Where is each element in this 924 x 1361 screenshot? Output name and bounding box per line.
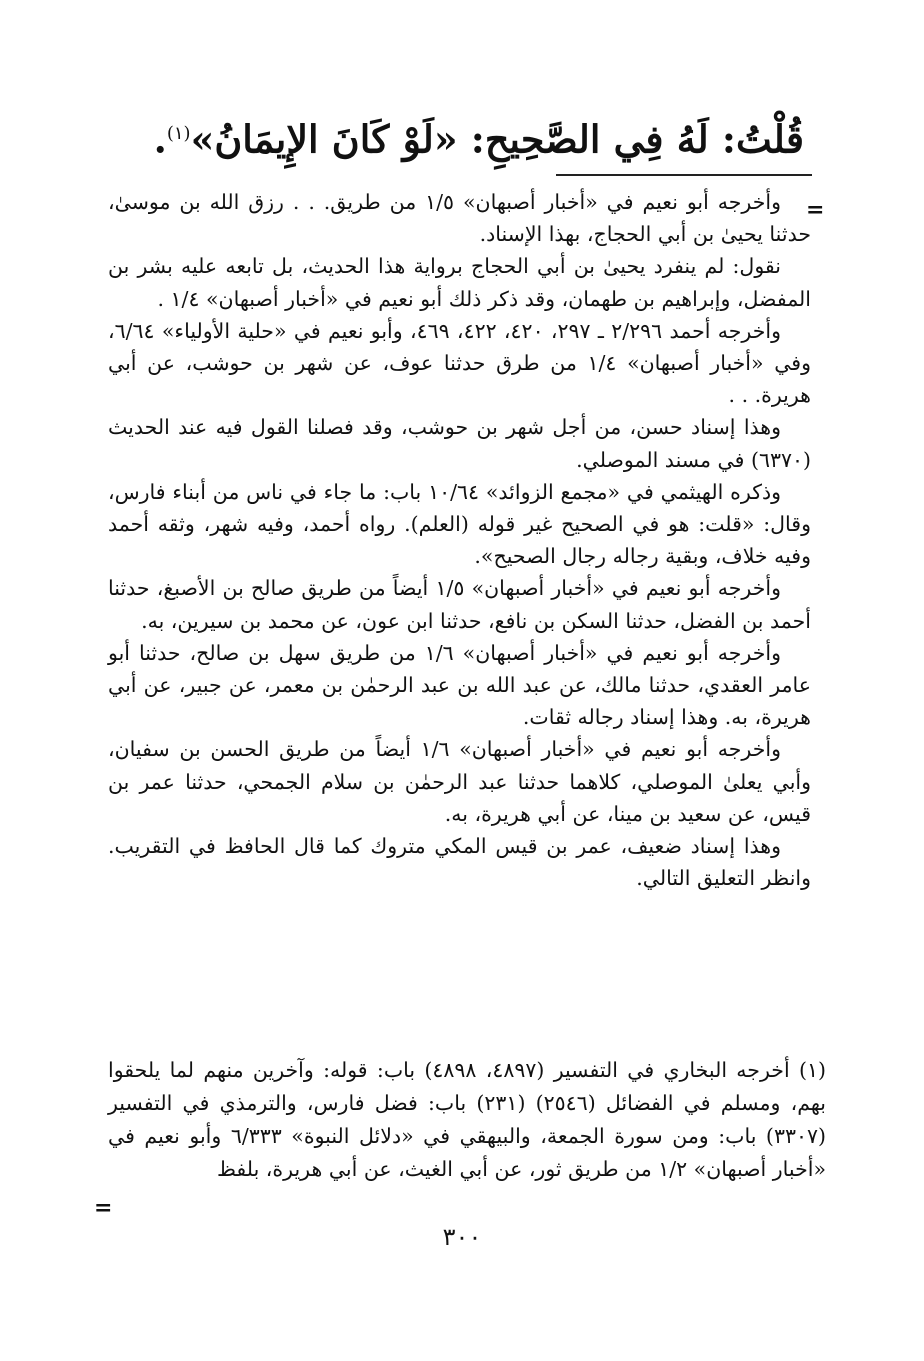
footnote-number: (١)	[798, 1058, 826, 1082]
paragraph: وأخرجه أبو نعيم في «أخبار أصبهان» ١/٥ أيضاً من طريق صالح بن الأصبغ، حدثنا أحمد بن الفضل، حدثنا السكن بن نافع، حدثنا ابن عون، عن محمد بن سيرين، به.	[108, 576, 811, 633]
paragraph: وأخرجه أحمد ٢/٢٩٦ ـ ٢٩٧، ٤٢٠، ٤٢٢، ٤٦٩، وأبو نعيم في «حلية الأولياء» ٦/٦٤، وفي «أخبار أصبهان» ١/٤ من طرق حدثنا عوف، عن شهر بن حوشب، عن أبي هريرة. . .	[108, 318, 811, 408]
paragraph: وأخرجه أبو نعيم في «أخبار أصبهان» ١/٦ أيضاً من طريق الحسن بن سفيان، وأبي يعلىٰ الموصلي، كلاهما حدثنا عبد الرحمٰن بن سلام الجمحي، حدثنا عمر بن قيس، عن سعيد بن مينا، عن أبي هريرة، به.	[108, 737, 811, 826]
paragraph: نقول: لم ينفرد يحيىٰ بن أبي الحجاج برواية هذا الحديث، بل تابعه عليه بشر بن المفضل، وإبراهيم بن طهمان، وقد ذكر ذلك أبو نعيم في «أخبار أصبهان» ١/٤ .	[108, 254, 811, 311]
heading-text: قُلْتُ: لَهُ فِي الصَّحِيحِ: «لَوْ كَانَ الإِيمَانُ»	[190, 116, 804, 162]
paragraph: وهذا إسناد حسن، من أجل شهر بن حوشب، وقد فصلنا القول فيه عند الحديث (٦٣٧٠) في مسند الموصلي.	[108, 415, 811, 472]
footnote-divider	[556, 174, 812, 176]
continuation-mark-bottom: =	[94, 1195, 113, 1221]
paragraph: وذكره الهيثمي في «مجمع الزوائد» ١٠/٦٤ باب: ما جاء في ناس من أبناء فارس، وقال: «قلت: هو في الصحيح غير قوله (العلم). رواه أحمد، وفيه شهر، وثقه أحمد وفيه خلاف، وبقية رجاله رجال الصحيح».	[108, 479, 811, 569]
commentary-body	[108, 186, 811, 894]
footnote	[108, 1054, 826, 1186]
continuation-mark-top: =	[806, 197, 825, 223]
heading-end: .	[153, 116, 167, 162]
paragraph: وأخرجه أبو نعيم في «أخبار أصبهان» ١/٥ من طريق. . . رزق الله بن موسىٰ، حدثنا يحيىٰ بن أبي الحجاج، بهذا الإسناد.	[108, 190, 811, 247]
paragraph: وأخرجه أبو نعيم في «أخبار أصبهان» ١/٦ من طريق سهل بن صالح، حدثنا أبو عامر العقدي، حدثنا مالك، عن عبد الله بن عبد الرحمٰن بن معمر، عن جبير، عن أبي هريرة، به. وهذا إسناد رجاله ثقات.	[108, 640, 811, 730]
footnote-block	[108, 1054, 826, 1186]
heading-footnote-ref: (١)	[166, 123, 191, 144]
footnote-text: أخرجه البخاري في التفسير (٤٨٩٧، ٤٨٩٨) باب: قوله: وآخرين منهم لما يلحقوا بهم، ومسلم في الفضائل (٢٥٤٦) (٢٣١) باب: فضل فارس، والترمذي في التفسير (٣٣٠٧) باب: ومن سورة الجمعة، والبيهقي في «دلائل النبوة» ٦/٣٣٣ وأبو نعيم في «أخبار أصبهان» ١/٢ من طريق ثور، عن أبي الغيث، عن أبي هريرة، بلفظ	[108, 1058, 826, 1181]
page-number: ٣٠٠	[442, 1223, 482, 1251]
paragraph: وهذا إسناد ضعيف، عمر بن قيس المكي متروك كما قال الحافظ في التقريب. وانظر التعليق التالي.	[108, 834, 811, 891]
page-heading	[120, 108, 804, 166]
